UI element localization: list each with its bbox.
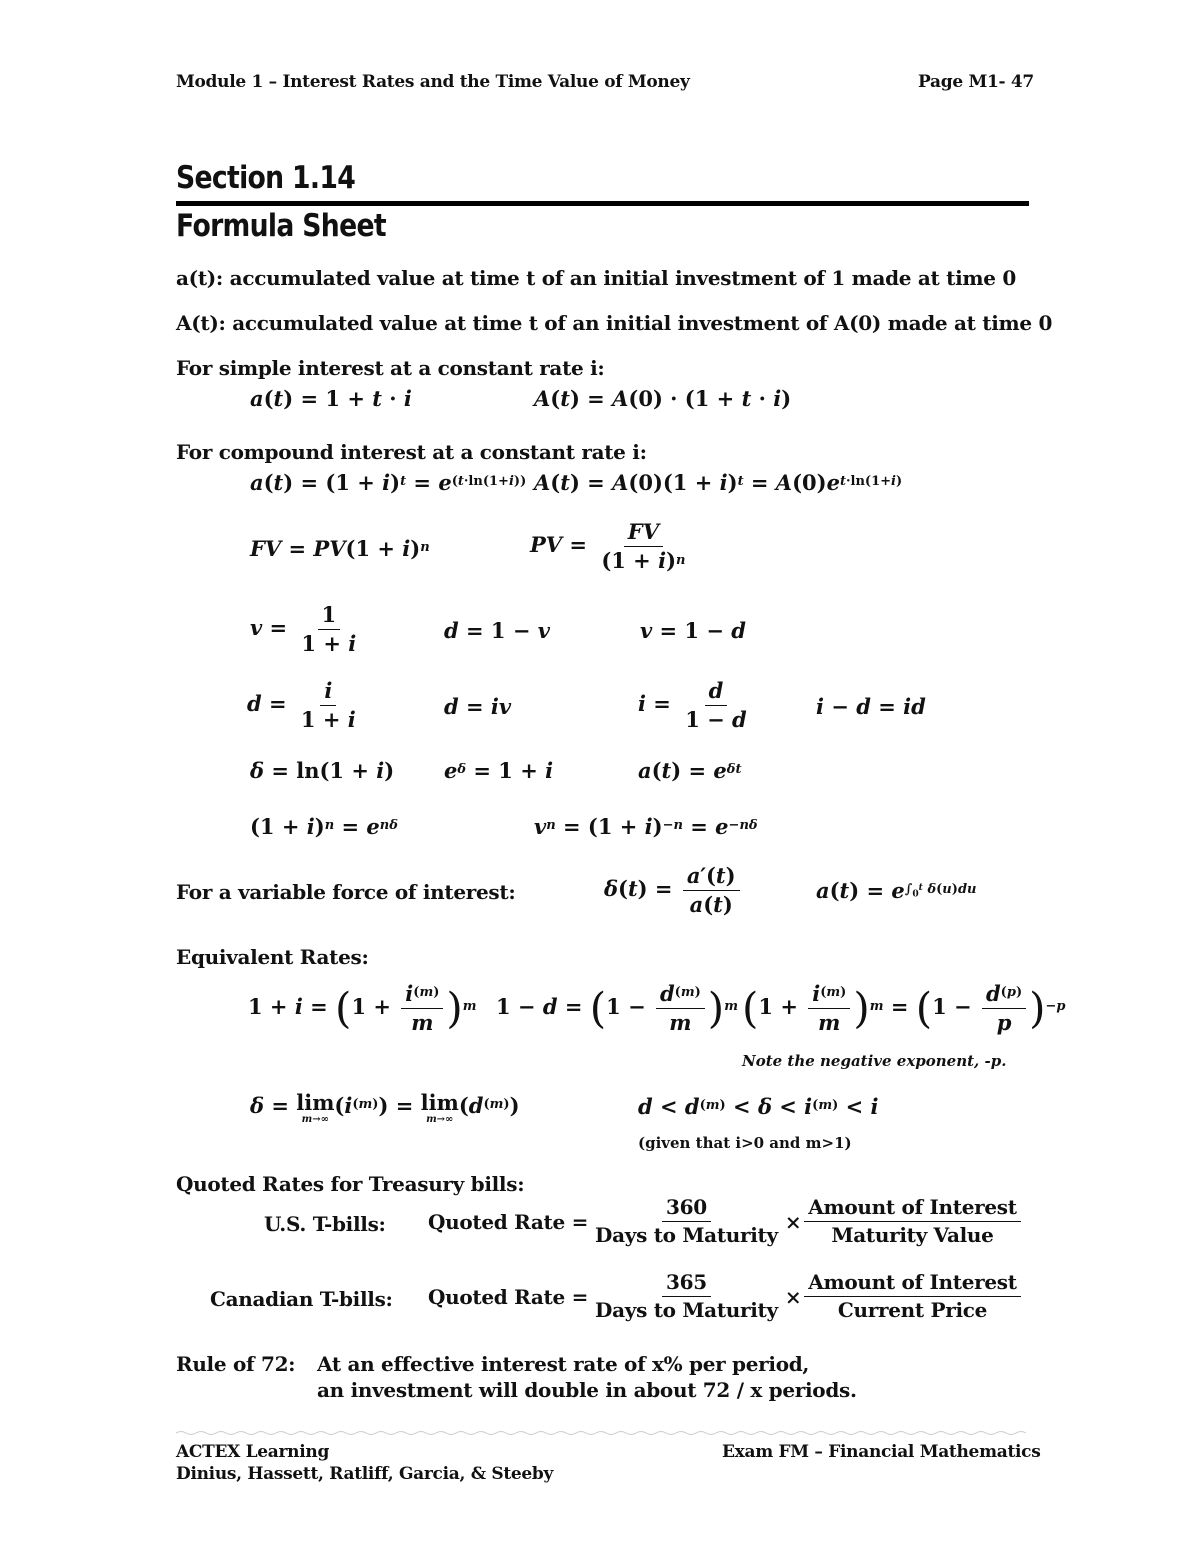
formula-v-n: $v^n = (1 + i)^{-n} = e^{-n\delta}$ — [534, 814, 758, 839]
formula-e-delta: $e^\delta = 1 + i$ — [444, 758, 554, 783]
footer-publisher: ACTEX Learning — [176, 1442, 330, 1462]
page-number: Page M1- 47 — [918, 72, 1034, 92]
ca-fraction2-numerator: Amount of Interest — [804, 1271, 1020, 1297]
rule-of-72-line1: At an effective interest rate of x% per period, — [317, 1352, 810, 1376]
definition-a-t: a(t): accumulated value at time t of an initial investment of 1 made at time 0 — [176, 266, 1016, 290]
footer-divider — [176, 1430, 1029, 1436]
label-simple-interest: For simple interest at a constant rate i: — [176, 356, 605, 380]
formula-equiv-i: 1 + i = (1 + $\frac{i^{(m)}}{m}$ )$^m$ — [248, 981, 477, 1036]
formula-a-t-integral: $a(t) = e^{\int_0^t \delta(u)du}$ — [816, 878, 977, 903]
ca-fraction1-numerator: 365 — [662, 1271, 711, 1297]
section-title: Formula Sheet — [176, 208, 386, 244]
formula-i-minus-d: i − d = id — [816, 694, 926, 719]
definition-A-t: A(t): accumulated value at time t of an initial investment of A(0) made at time 0 — [176, 311, 1053, 335]
formula-d-1-v: d = 1 − v — [444, 618, 550, 643]
us-fraction2-numerator: Amount of Interest — [804, 1196, 1020, 1222]
formula-delta-t: δ(t) = $\frac{a'(t)}{a(t)}$ — [604, 864, 743, 917]
us-fraction1-numerator: 360 — [662, 1196, 711, 1222]
footer-exam: Exam FM – Financial Mathematics — [722, 1442, 1041, 1462]
formula-1i-n: $(1 + i)^n = e^{n\delta}$ — [250, 814, 398, 839]
formula-ca-quoted-rate: Quoted Rate = $\frac{365}{\text{Days to Maturity}}$ × $\frac{\text{Amount of Interest}}{\text{Current Price}}$ — [428, 1271, 1024, 1322]
formula-pv: PV = $\frac{FV}{(1 + i)^n}$ — [530, 519, 686, 574]
formula-a-e-delta-t: $a(t) = e^{\delta t}$ — [638, 758, 742, 783]
formula-v-1-d: v = 1 − d — [640, 618, 746, 643]
us-fraction2-denominator: Maturity Value — [831, 1223, 994, 1247]
ca-fraction1-denominator: Days to Maturity — [595, 1298, 778, 1322]
running-header-left: Module 1 – Interest Rates and the Time Value of Money — [176, 72, 690, 92]
label-us-tbills: U.S. T-bills: — [264, 1212, 386, 1236]
rule-of-72-line2: an investment will double in about 72 / x periods. — [317, 1378, 857, 1402]
note-given-conditions: (given that i>0 and m>1) — [638, 1134, 852, 1152]
label-rule-of-72: Rule of 72: — [176, 1352, 296, 1376]
formula-d-def: d = $\frac{i}{1 + i}$ — [247, 678, 356, 733]
formula-simple-a: a(t) = 1 + t · i — [250, 386, 412, 411]
formula-d-iv: d = iv — [444, 694, 512, 719]
formula-equiv-i-d: (1 + $\frac{i^{(m)}}{m}$ )$^m$ = (1 − $\frac{d^{(p)}}{p}$ )$^{-p}$ — [742, 981, 1066, 1036]
quoted-rate-label: Quoted Rate = — [428, 1284, 589, 1309]
formula-v-def: v = $\frac{1}{1 + i}$ — [250, 602, 357, 657]
ca-fraction2-denominator: Current Price — [837, 1298, 988, 1322]
section-rule — [176, 201, 1029, 206]
label-canadian-tbills: Canadian T-bills: — [210, 1287, 393, 1311]
quoted-rate-label: Quoted Rate = — [428, 1209, 589, 1234]
section-number: Section 1.14 — [176, 160, 356, 196]
formula-compound-a: $a(t) = (1 + i)^t = e^{(t\cdot ln(1+i))}$ — [250, 470, 527, 495]
formula-delta-ln: δ = ln(1 + i) — [250, 758, 395, 783]
formula-i-def: i = $\frac{d}{1 - d}$ — [638, 678, 747, 733]
formula-us-quoted-rate: Quoted Rate = $\frac{360}{\text{Days to Maturity}}$ × $\frac{\text{Amount of Interest}}{\text{Maturity Value}}$ — [428, 1196, 1024, 1247]
formula-compound-A: $A(t) = A(0)(1 + i)^t = A(0)e^{t\cdot ln(1+i)}$ — [534, 470, 903, 495]
label-equivalent-rates: Equivalent Rates: — [176, 945, 369, 969]
formula-equiv-d: 1 − d = (1 − $\frac{d^{(m)}}{m}$ )$^m$ — [496, 981, 738, 1036]
formula-inequality: $d < d^{(m)} < \delta < i^{(m)} < i$ — [638, 1094, 879, 1119]
note-negative-exponent: Note the negative exponent, -p. — [742, 1052, 1007, 1070]
formula-delta-limits: δ = lim m→∞ $(i^{(m)})$ = lim m→∞ $(d^{(m)})$ — [250, 1090, 520, 1125]
footer-authors: Dinius, Hassett, Ratliff, Garcia, & Steeby — [176, 1464, 554, 1484]
label-variable-force: For a variable force of interest: — [176, 880, 516, 904]
formula-fv: FV = $PV(1 + i)^n$ — [250, 536, 430, 561]
label-compound-interest: For compound interest at a constant rate i: — [176, 440, 647, 464]
label-treasury-bills: Quoted Rates for Treasury bills: — [176, 1172, 525, 1196]
formula-simple-A: A(t) = A(0) · (1 + t · i) — [534, 386, 792, 411]
us-fraction1-denominator: Days to Maturity — [595, 1223, 778, 1247]
